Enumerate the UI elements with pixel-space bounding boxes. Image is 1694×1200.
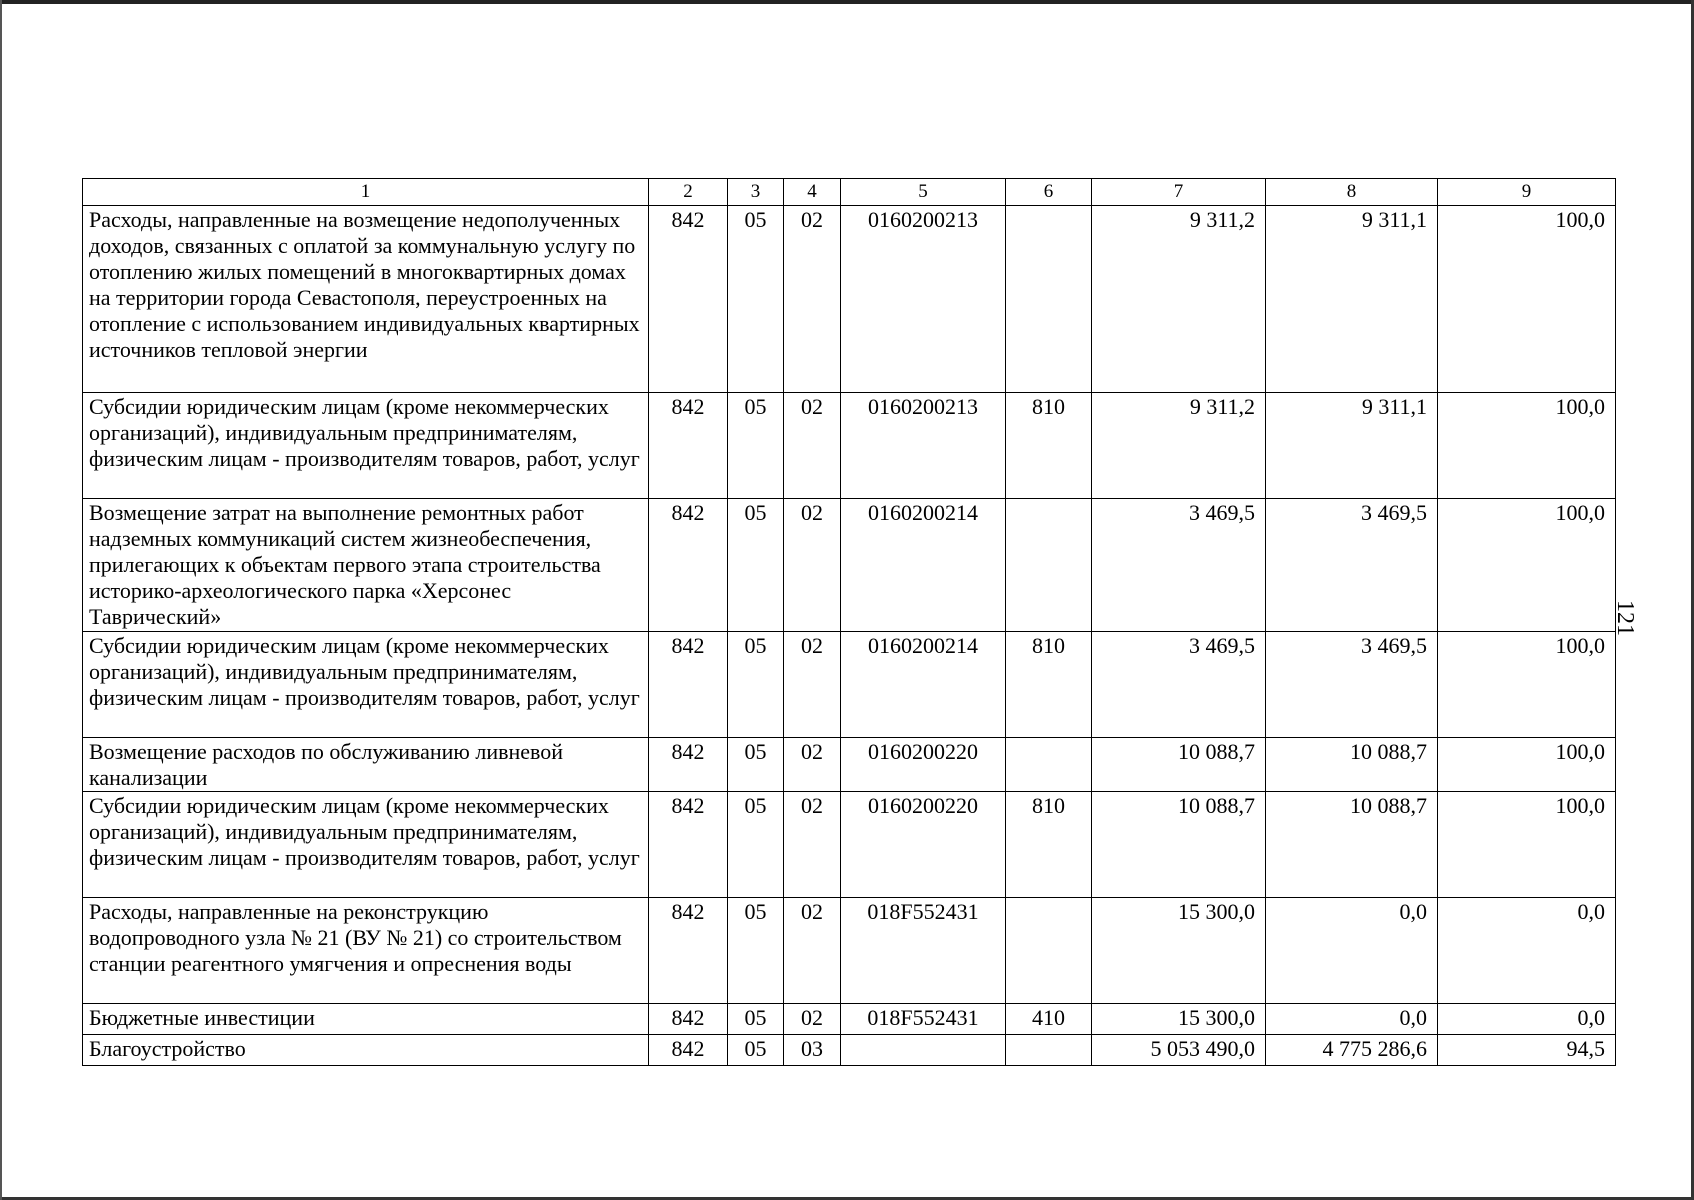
row-name: Бюджетные инвестиции [83, 1004, 649, 1035]
table-row [83, 206, 1616, 393]
row-subsection-code: 02 [784, 206, 841, 393]
header-col-4: 4 [784, 179, 841, 206]
header-col-5: 5 [841, 179, 1006, 206]
row-admin-code: 842 [649, 393, 728, 499]
row-name: Субсидии юридическим лицам (кроме некоммерческих организаций), индивидуальным предпринимателям, физическим лицам - производителям товаров, работ, услуг [83, 792, 649, 898]
row-target-code: 0160200214 [841, 632, 1006, 738]
row-admin-code: 842 [649, 792, 728, 898]
row-executed: 0,0 [1266, 1004, 1438, 1035]
row-executed: 9 311,1 [1266, 206, 1438, 393]
table-row [83, 792, 1616, 898]
row-planned: 10 088,7 [1092, 792, 1266, 898]
row-executed: 10 088,7 [1266, 792, 1438, 898]
row-admin-code: 842 [649, 1004, 728, 1035]
header-col-7: 7 [1092, 179, 1266, 206]
row-expense-type: 810 [1006, 393, 1092, 499]
row-subsection-code: 03 [784, 1035, 841, 1066]
row-percent: 100,0 [1438, 499, 1616, 632]
row-executed: 9 311,1 [1266, 393, 1438, 499]
row-expense-type [1006, 206, 1092, 393]
row-section-code: 05 [728, 898, 784, 1004]
row-target-code: 0160200220 [841, 738, 1006, 792]
row-admin-code: 842 [649, 632, 728, 738]
row-percent: 100,0 [1438, 206, 1616, 393]
table-row [83, 898, 1616, 1004]
row-section-code: 05 [728, 1035, 784, 1066]
row-admin-code: 842 [649, 898, 728, 1004]
header-col-9: 9 [1438, 179, 1616, 206]
row-name: Расходы, направленные на возмещение недополученных доходов, связанных с оплатой за коммунальную услугу по отоплению жилых помещений в многоквартирных домах на территории города Севастополя, переустроенных на отопление с использованием индивидуальных квартирных источников тепловой энергии [83, 206, 649, 393]
row-planned: 9 311,2 [1092, 206, 1266, 393]
row-subsection-code: 02 [784, 393, 841, 499]
row-executed: 3 469,5 [1266, 632, 1438, 738]
row-expense-type [1006, 499, 1092, 632]
row-section-code: 05 [728, 499, 784, 632]
row-executed: 4 775 286,6 [1266, 1035, 1438, 1066]
row-name: Субсидии юридическим лицам (кроме некоммерческих организаций), индивидуальным предпринимателям, физическим лицам - производителям товаров, работ, услуг [83, 632, 649, 738]
row-target-code [841, 1035, 1006, 1066]
row-expense-type: 810 [1006, 792, 1092, 898]
row-target-code: 0160200220 [841, 792, 1006, 898]
row-percent: 100,0 [1438, 632, 1616, 738]
header-col-1: 1 [83, 179, 649, 206]
row-section-code: 05 [728, 792, 784, 898]
scan-edge-left [0, 0, 2, 1200]
row-name: Субсидии юридическим лицам (кроме некоммерческих организаций), индивидуальным предпринимателям, физическим лицам - производителям товаров, работ, услуг [83, 393, 649, 499]
row-subsection-code: 02 [784, 499, 841, 632]
row-percent: 94,5 [1438, 1035, 1616, 1066]
header-col-2: 2 [649, 179, 728, 206]
row-admin-code: 842 [649, 1035, 728, 1066]
row-planned: 9 311,2 [1092, 393, 1266, 499]
row-name: Возмещение расходов по обслуживанию ливневой канализации [83, 738, 649, 792]
row-executed: 10 088,7 [1266, 738, 1438, 792]
row-section-code: 05 [728, 1004, 784, 1035]
row-subsection-code: 02 [784, 792, 841, 898]
table-row [83, 738, 1616, 792]
row-target-code: 0160200213 [841, 206, 1006, 393]
row-target-code: 018F552431 [841, 1004, 1006, 1035]
row-expense-type [1006, 898, 1092, 1004]
table-body [83, 206, 1616, 1066]
table-row [83, 393, 1616, 499]
row-planned: 3 469,5 [1092, 499, 1266, 632]
row-executed: 3 469,5 [1266, 499, 1438, 632]
row-name: Возмещение затрат на выполнение ремонтных работ надземных коммуникаций систем жизнеобеспечения, прилегающих к объектам первого этапа строительства историко-археологического парка «Херсонес Таврический» [83, 499, 649, 632]
row-expense-type [1006, 1035, 1092, 1066]
header-row [83, 179, 1616, 206]
row-admin-code: 842 [649, 738, 728, 792]
table-header [83, 179, 1616, 206]
row-section-code: 05 [728, 393, 784, 499]
row-admin-code: 842 [649, 206, 728, 393]
row-subsection-code: 02 [784, 632, 841, 738]
row-expense-type: 810 [1006, 632, 1092, 738]
table-row [83, 1035, 1616, 1066]
scan-edge-top [0, 0, 1694, 4]
row-executed: 0,0 [1266, 898, 1438, 1004]
table-row [83, 1004, 1616, 1035]
row-subsection-code: 02 [784, 898, 841, 1004]
row-percent: 100,0 [1438, 792, 1616, 898]
row-expense-type: 410 [1006, 1004, 1092, 1035]
row-name: Благоустройство [83, 1035, 649, 1066]
row-percent: 0,0 [1438, 1004, 1616, 1035]
row-name: Расходы, направленные на реконструкцию водопроводного узла № 21 (ВУ № 21) со строительством станции реагентного умягчения и опреснения воды [83, 898, 649, 1004]
row-admin-code: 842 [649, 499, 728, 632]
table-row [83, 632, 1616, 738]
table-row [83, 499, 1616, 632]
row-planned: 15 300,0 [1092, 898, 1266, 1004]
row-subsection-code: 02 [784, 1004, 841, 1035]
row-planned: 3 469,5 [1092, 632, 1266, 738]
row-target-code: 018F552431 [841, 898, 1006, 1004]
row-target-code: 0160200214 [841, 499, 1006, 632]
row-target-code: 0160200213 [841, 393, 1006, 499]
row-percent: 0,0 [1438, 898, 1616, 1004]
row-section-code: 05 [728, 206, 784, 393]
row-planned: 5 053 490,0 [1092, 1035, 1266, 1066]
header-col-3: 3 [728, 179, 784, 206]
row-planned: 10 088,7 [1092, 738, 1266, 792]
row-percent: 100,0 [1438, 738, 1616, 792]
row-expense-type [1006, 738, 1092, 792]
row-section-code: 05 [728, 632, 784, 738]
row-planned: 15 300,0 [1092, 1004, 1266, 1035]
page-number: 121 [1612, 600, 1638, 636]
header-col-6: 6 [1006, 179, 1092, 206]
row-section-code: 05 [728, 738, 784, 792]
row-percent: 100,0 [1438, 393, 1616, 499]
row-subsection-code: 02 [784, 738, 841, 792]
budget-table [82, 178, 1616, 1066]
header-col-8: 8 [1266, 179, 1438, 206]
